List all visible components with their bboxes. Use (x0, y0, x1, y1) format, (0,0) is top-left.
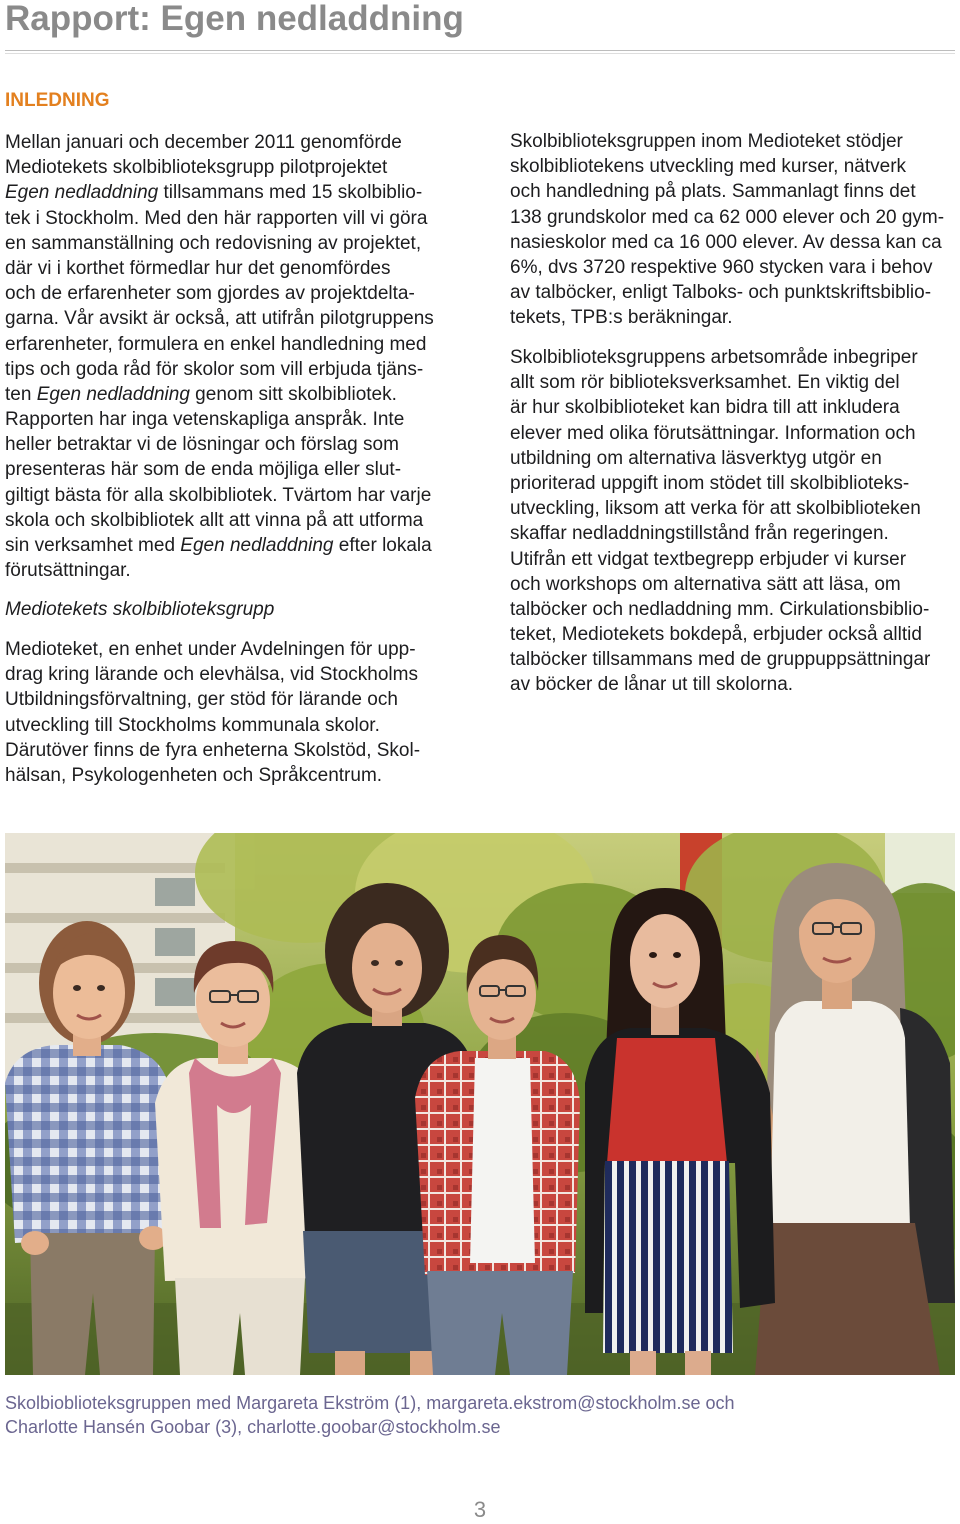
text-line: förutsättningar. (5, 560, 131, 582)
text-line: elever med olika förutsättningar. Information och (510, 422, 916, 444)
text-line: 138 grundskolor med ca 62 000 elever och 20 gym- (510, 206, 945, 228)
text-segment: efter lokala (333, 535, 432, 556)
text-line: en sammanställning och redovisning av projektet, (5, 232, 422, 254)
building-balcony (5, 863, 225, 873)
text-line: teket, Mediotekets bokdepå, erbjuder också alltid (510, 624, 922, 646)
text-line: hälsan, Psykologenheten och Språkcentrum. (5, 764, 383, 786)
page-number: 3 (473, 1497, 487, 1522)
text-line: Därutöver finns de fyra enheterna Skolstöd, Skol- (5, 739, 421, 761)
text-line: Utifrån ett vidgat textbegrepp erbjuder vi kurser (510, 548, 907, 570)
person-3-face (352, 923, 422, 1013)
medioteket-paragraph (5, 637, 455, 788)
section-heading: INLEDNING (5, 90, 110, 111)
text-line: allt som rör biblioteksverksamhet. En viktig del (510, 372, 900, 394)
person-5-face (630, 914, 700, 1008)
building-window (155, 928, 195, 956)
text-line: giltigt bästa för alla skolbibliotek. Tvärtom har varje (5, 484, 432, 506)
text-line: Utbildningsförvaltning, ger stöd för lärande och (5, 689, 398, 711)
intro-paragraph (5, 130, 455, 583)
person-3-leg (335, 1351, 365, 1375)
photo-caption (5, 1391, 735, 1439)
person-1-hand (21, 1231, 49, 1255)
text-line: av talböcker, enligt Talboks- och punktskriftsbiblio- (510, 282, 932, 304)
right-paragraph-1 (510, 129, 955, 331)
text-line: skaffar nedladdningstillstånd från regeringen. (510, 523, 889, 545)
group-photo-image (5, 833, 955, 1375)
text-line: drag kring lärande och elevhälsa, vid Stockholms (5, 664, 418, 686)
text-line: och handledning på plats. Sammanlagt finns det (510, 181, 916, 203)
text-line: Skolbiblioteksgruppen inom Medioteket stödjer (510, 131, 903, 152)
person-5-eye (673, 952, 681, 958)
text-line: Skolbiblioteksgruppens arbetsområde inbegriper (510, 347, 918, 368)
text-line: tips och goda råd för skolor som vill erbjuda tjäns- (5, 358, 424, 380)
text-line: erfarenheter, formulera en enkel handledning med (5, 333, 427, 355)
person-5-leg (685, 1351, 711, 1375)
text-segment: ten (5, 383, 37, 405)
text-line: garna. Vår avsikt är också, att utifrån pilotgruppens (5, 308, 434, 330)
text-line: tekets, TPB:s beräkningar. (510, 307, 733, 329)
text-line: tek i Stockholm. Med den här rapporten vill vi göra (5, 207, 428, 229)
text-line: utveckling, liksom att verka för att skolbiblioteken (510, 498, 921, 520)
text-line: där vi i korthet förmedlar hur det genomfördes (5, 257, 391, 279)
text-line: prioriterad uppgift inom stödet till skolbiblioteks- (510, 472, 910, 494)
person-1-eye (73, 985, 81, 991)
text-line: Mellan januari och december 2011 genomförde (5, 132, 402, 153)
text-line: skolbibliotekens utveckling med kurser, nätverk (510, 156, 907, 178)
text-line: och de erfarenheter som gjordes av projektdelta- (5, 283, 415, 305)
group-photo (5, 833, 955, 1375)
text-line: Mediotekets skolbiblioteksgrupp pilotprojektet (5, 157, 388, 179)
italic-text: Egen nedladdning (180, 535, 334, 556)
text-line: av böcker de lånar ut till skolorna. (510, 674, 794, 696)
italic-text: Egen nedladdning (5, 182, 159, 204)
text-line: 6%, dvs 3720 respektive 960 stycken vara i behov (510, 256, 933, 278)
text-line: heller betraktar vi de lösningar och förslag som (5, 434, 399, 456)
person-5-red-top (607, 1038, 727, 1163)
text-line: skola och skolbibliotek allt att vinna på att utforma (5, 509, 424, 531)
subsection-heading: Mediotekets skolbiblioteksgrupp (5, 599, 275, 620)
person-5-skirt (603, 1161, 733, 1353)
person-4-undershirt (470, 1058, 535, 1263)
text-segment: tillsammans med 15 skolbiblio- (158, 182, 423, 204)
page-title: Rapport: Egen nedladdning (5, 0, 464, 38)
person-5-leg (630, 1351, 656, 1375)
text-line (5, 180, 455, 205)
text-line: talböcker och nedladdning mm. Cirkulationsbiblio- (510, 598, 930, 620)
person-5-eye (649, 952, 657, 958)
person-6-skirt (755, 1223, 940, 1375)
text-line: utveckling till Stockholms kommunala skolor. (5, 714, 380, 736)
text-line: Charlotte Hansén Goobar (3), charlotte.goobar@stockholm.se (5, 1417, 501, 1437)
text-line: Skolbioblioteksgruppen med Margareta Ekström (1), margareta.ekstrom@stockholm.se och (5, 1393, 735, 1413)
building-window (155, 978, 195, 1006)
person-1-eye (97, 985, 105, 991)
text-line: Rapporten har inga vetenskapliga anspråk. Inte (5, 409, 405, 431)
text-segment: sin verksamhet med (5, 535, 181, 556)
italic-text: Egen nedladdning (36, 383, 190, 405)
text-line: talböcker tillsammans med de gruppuppsättningar (510, 649, 931, 671)
person-3-eye (371, 960, 379, 966)
person-3-eye (395, 960, 403, 966)
person-1-shirt (5, 1045, 175, 1243)
text-line: nasieskolor med ca 16 000 elever. Av dessa kan ca (510, 231, 942, 253)
text-line: är hur skolbiblioteket kan bidra till att inkludera (510, 397, 900, 419)
text-line (5, 382, 455, 407)
title-divider (5, 50, 955, 54)
text-segment: genom sitt skolbibliotek. (189, 383, 397, 405)
text-line: och workshops om alternativa sätt att läsa, om (510, 573, 901, 595)
text-line (5, 533, 455, 558)
building-window (155, 878, 195, 906)
text-line: presenteras här som de enda möjliga eller slut- (5, 459, 402, 481)
building-balcony (5, 913, 225, 923)
text-line: Medioteket, en enhet under Avdelningen för upp- (5, 639, 416, 660)
right-paragraph-2 (510, 345, 955, 698)
text-line: utbildning om alternativa läsverktyg utgör en (510, 447, 882, 469)
person-6-tank-top (770, 1001, 910, 1228)
